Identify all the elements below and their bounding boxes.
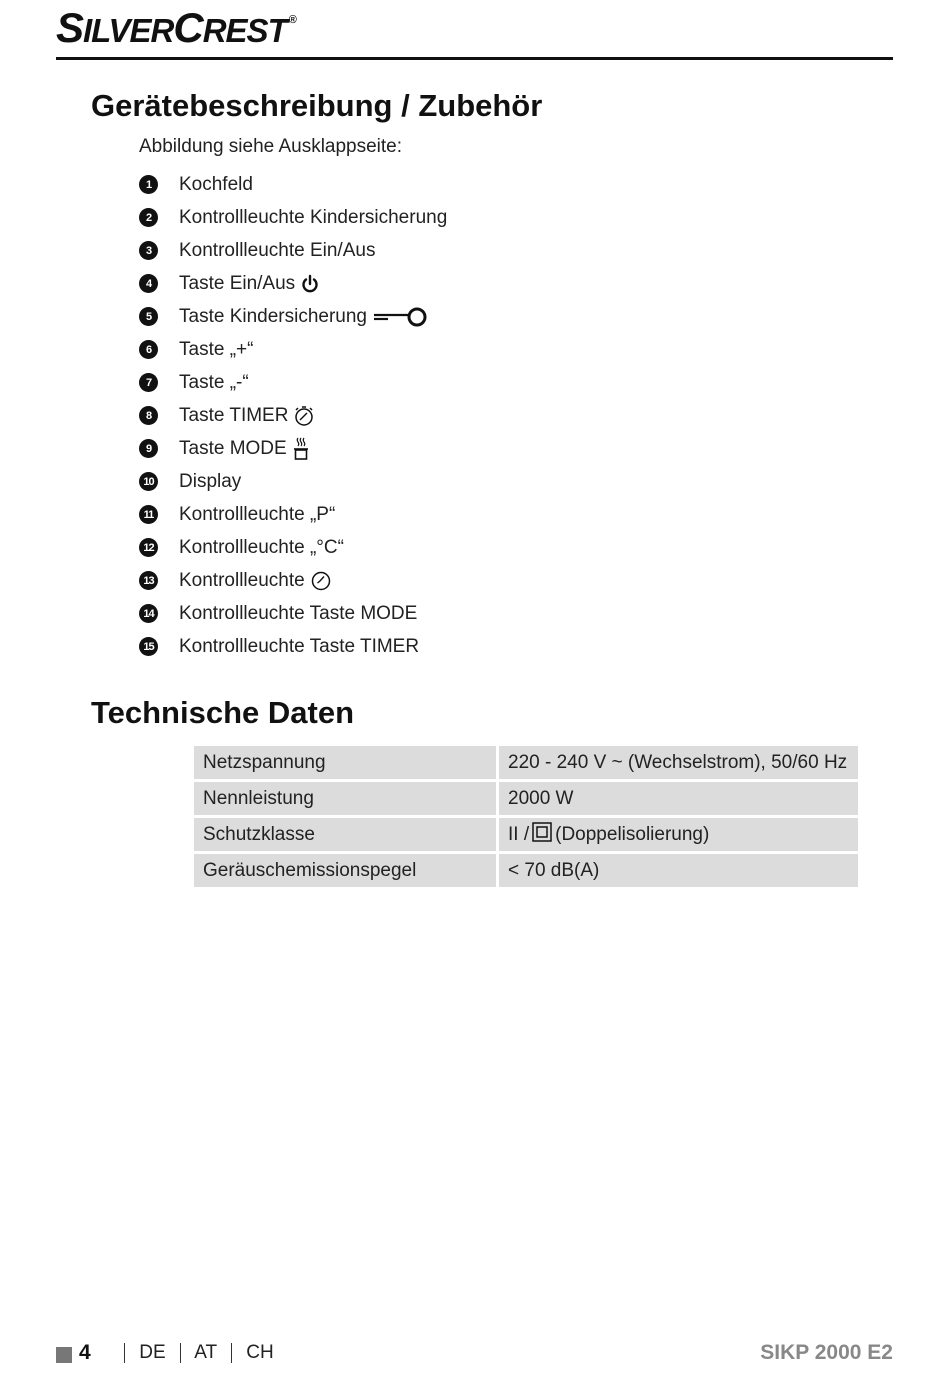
item-label: Taste „+“ (179, 338, 254, 360)
divider (124, 1343, 125, 1363)
item-label: Taste Kindersicherung (179, 305, 367, 327)
parts-list (139, 168, 447, 663)
section-title-technical-data: Technische Daten (91, 695, 355, 730)
item-number: 15 (139, 637, 158, 656)
list-item (139, 564, 447, 597)
table-value: 220 - 240 V ~ (Wechselstrom), 50/60 Hz (499, 746, 858, 782)
item-number: 4 (139, 274, 158, 293)
header-rule (56, 57, 893, 60)
table-key: Geräuschemissionspegel (194, 854, 499, 890)
item-number: 7 (139, 373, 158, 392)
mode-icon (292, 437, 310, 461)
lang-code: DE (139, 1342, 166, 1363)
item-number: 11 (139, 505, 158, 524)
table-key: Nennleistung (194, 782, 499, 818)
item-number: 3 (139, 241, 158, 260)
brand-logo: SILVERCREST ® (56, 4, 296, 51)
item-number: 6 (139, 340, 158, 359)
list-item (139, 498, 447, 531)
item-number: 12 (139, 538, 158, 557)
section-title-description: Gerätebeschreibung / Zubehör (91, 88, 543, 123)
item-label: Kontrollleuchte „°C“ (179, 536, 344, 558)
list-item (139, 201, 447, 234)
table-row (194, 854, 858, 890)
language-codes (115, 1342, 274, 1364)
lang-code: AT (194, 1342, 217, 1363)
table-key: Schutzklasse (194, 818, 499, 854)
table-value: < 70 dB(A) (499, 854, 858, 890)
list-item (139, 399, 447, 432)
item-number: 5 (139, 307, 158, 326)
divider (180, 1343, 181, 1363)
power-icon (300, 274, 320, 294)
item-label: Kontrollleuchte Ein/Aus (179, 239, 376, 261)
lang-code: CH (246, 1342, 274, 1363)
list-item (139, 267, 447, 300)
item-number: 2 (139, 208, 158, 227)
clock-icon (310, 570, 332, 592)
list-item (139, 432, 447, 465)
item-number: 10 (139, 472, 158, 491)
divider (231, 1343, 232, 1363)
key-lock-icon (372, 306, 428, 328)
timer-icon (293, 405, 315, 427)
item-label: Taste TIMER (179, 404, 289, 426)
list-item (139, 234, 447, 267)
table-row (194, 818, 858, 854)
value-suffix: (Doppelisolierung) (555, 823, 710, 845)
table-key: Netzspannung (194, 746, 499, 782)
table-row (194, 782, 858, 818)
item-label: Kontrollleuchte Taste MODE (179, 602, 418, 624)
list-item (139, 300, 447, 333)
table-row (194, 746, 858, 782)
list-item (139, 168, 447, 201)
item-number: 14 (139, 604, 158, 623)
list-item (139, 531, 447, 564)
item-label: Kontrollleuchte Kindersicherung (179, 206, 448, 228)
item-number: 8 (139, 406, 158, 425)
model-number: SIKP 2000 E2 (760, 1341, 893, 1364)
registered-mark: ® (288, 14, 296, 26)
item-number: 1 (139, 175, 158, 194)
intro-text: Abbildung siehe Ausklappseite: (139, 136, 403, 157)
list-item (139, 465, 447, 498)
list-item (139, 333, 447, 366)
technical-data-table (194, 746, 858, 890)
value-prefix: II / (508, 823, 530, 845)
item-label: Display (179, 470, 242, 492)
item-label: Kochfeld (179, 173, 253, 195)
list-item (139, 597, 447, 630)
item-label: Kontrollleuchte „P“ (179, 503, 336, 525)
item-label: Taste Ein/Aus (179, 272, 296, 294)
class-ii-icon (532, 822, 552, 848)
page-number: 4 (79, 1341, 91, 1364)
footer-square-marker (56, 1347, 72, 1363)
list-item (139, 630, 447, 663)
item-label: Taste „-“ (179, 371, 249, 393)
item-label: Kontrollleuchte (179, 569, 305, 591)
item-label: Taste MODE (179, 437, 287, 459)
item-number: 9 (139, 439, 158, 458)
table-value (499, 818, 858, 854)
list-item (139, 366, 447, 399)
item-label: Kontrollleuchte Taste TIMER (179, 635, 420, 657)
table-value: 2000 W (499, 782, 858, 818)
item-number: 13 (139, 571, 158, 590)
